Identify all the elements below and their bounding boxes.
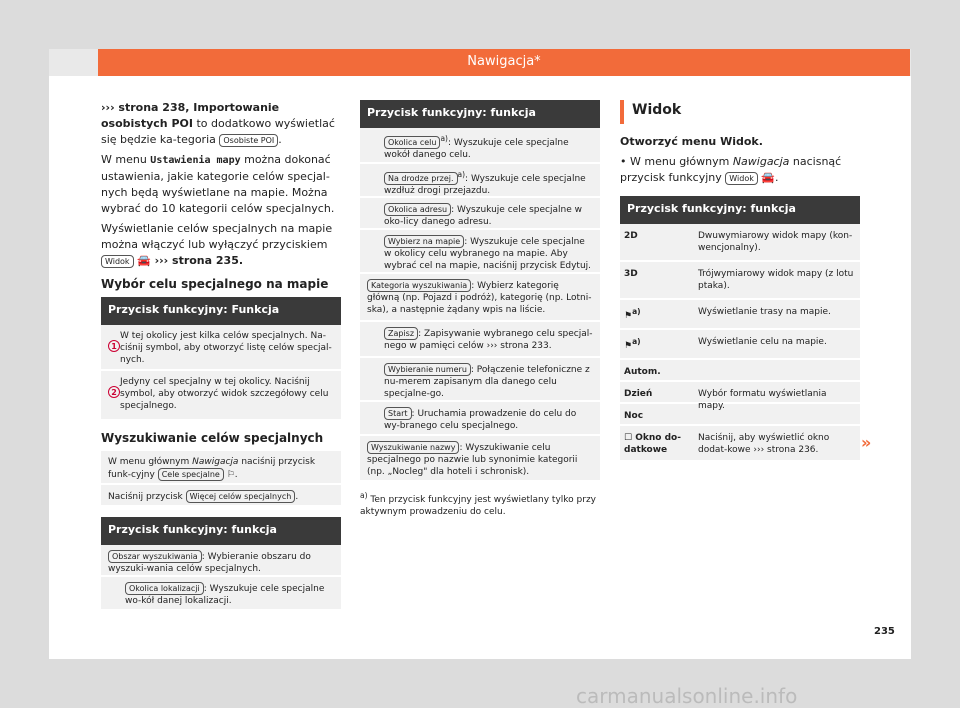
table-row: Autom. [620,360,860,382]
table-row: 2D Dwuwymiarowy widok mapy (kon-wencjonalny). [620,224,860,262]
view-step: • W menu głównym Nawigacja nacisnąć przycisk funkcyjny Widok 🚘. [620,155,842,184]
car-icon: 🚘 [137,254,151,267]
key-view-2[interactable]: Widok [725,172,758,185]
view-heading: Otworzyć menu Widok. [620,135,763,148]
page-header [98,49,910,76]
table-row: ⚑$^{a)}$ Wyświetlanie trasy na mapie. [620,300,860,330]
table-row: Okolica lokalizacji : Wyszukuje cele specjalne wo-kół danej lokalizacji. [101,577,341,611]
key-poi[interactable]: Cele specjalne [158,468,224,481]
key-location-area[interactable]: Okolica lokalizacji [125,582,204,595]
header-title: Nawigacja* [467,54,541,69]
column-1 [101,100,341,611]
car-icon: 🚘 [761,171,776,184]
paragraph-3: Wyświetlanie celów specjalnych na mapie można włączyć lub wyłączyć przyciskiem Widok 🚘 ››› strona 235. [101,222,333,267]
section-title-poi-search: Wyszukiwanie celów specjalnych [101,431,324,445]
footnote: $^{a)}$ Ten przycisk funkcyjny jest wyświetlany tylko przy aktywnym prowadzeniu do celu. [360,491,596,517]
key-personal-poi[interactable]: Osobiste POI [219,134,278,147]
table-row: 3D Trójwymiarowy widok mapy (z lotu ptaka). [620,262,860,300]
table-row: Obszar wyszukiwania : Wybieranie obszaru do wyszuki-wania celów specjalnych. [101,545,341,577]
section-title-view: Widok [620,100,860,124]
table-row: ⚑$^{a)}$ Wyświetlanie celu na mapie. [620,330,860,360]
destination-icon: ⚑ [624,341,633,351]
table4-head: Przycisk funkcyjny: funkcja [620,196,860,224]
column-3 [620,100,860,462]
table-row: Zapisz : Zapisywanie wybranego celu specjal-nego w pamięci celów ››› strona 233. [360,322,600,358]
table-row: Noc [620,404,860,426]
table2-head: Przycisk funkcyjny: funkcja [101,517,341,545]
poi-icon: ⚐ [226,470,235,480]
table1-head: Przycisk funkcyjny: Funkcja [101,297,341,325]
section-title-poi-map: Wybór celu specjalnego na mapie [101,277,329,291]
page-number: 235 [874,626,895,637]
table-row: Na drodze przej. $^{a)}$: Wyszukuje cele specjalne wzdłuż drogi przejazdu. [360,164,600,198]
table-row: 2 Jedyny cel specjalny w tej okolicy. Naciśnij symbol, aby otworzyć widok szczegółowy celu specjalnego. [101,371,341,421]
table-row: ☐ Okno do-datkowe Naciśnij, aby wyświetlić okno dodat-kowe ››› strona 236. [620,426,860,462]
marker-1-icon: 1 [108,340,120,352]
table-row: Dzień Wybór formatu wyświetlania mapy. [620,382,860,404]
paragraph-1: ››› strona 238, Importowanie osobistych POI to dodatkowo wyświetlać się będzie ka-tegoria Osobiste POI . [101,101,335,146]
table3-head: Przycisk funkcyjny: funkcja [360,100,600,128]
table-row: Start : Uruchamia prowadzenie do celu do wy-branego celu specjalnego. [360,402,600,436]
table-row: Wyszukiwanie nazwy : Wyszukiwanie celu specjalnego po nazwie lub synonimie kategorii (np. „Nocleg" dla hoteli i schronisk). [360,436,600,482]
key-more-poi[interactable]: Więcej celów specjalnych [186,490,296,503]
watermark: carmanualsonline.info [576,684,798,708]
paragraph-2: W menu Ustawienia mapy można dokonać ustawienia, jakie kategorie celów specjal-nych będą wyświetlane na mapie. Można wybrać do 10 kategorii celów specjalnych. [101,153,335,215]
checkbox-icon: ☐ [624,433,633,443]
marker-2-icon: 2 [108,386,120,398]
table-row: 1 W tej okolicy jest kilka celów specjalnych. Na-ciśnij symbol, aby otworzyć listę celów specjal-nych. [101,325,341,371]
route-icon: ⚑ [624,311,633,321]
key-view[interactable]: Widok [101,255,134,268]
step-row: Naciśnij przycisk Więcej celów specjalnych . [101,485,341,507]
table-row: Kategoria wyszukiwania : Wybierz kategorię główną (np. Pojazd i podróż), kategorię (np. Lotni-ska), a następnie żądany wpis na liście. [360,274,600,322]
column-2 [360,100,600,518]
key-search-area[interactable]: Obszar wyszukiwania [108,550,202,563]
continue-chevron-icon: » [861,433,872,452]
table-row: Wybieranie numeru : Połączenie telefoniczne z nu-merem zapisanym dla danego celu specjalne-go. [360,358,600,402]
table-row: Wybierz na mapie : Wyszukuje cele specjalne w okolicy celu wybranego na mapie. Aby wybrać cel na mapie, naciśnij przycisk Edytuj. [360,230,600,274]
table-row: Okolica celu $^{a)}$: Wyszukuje cele specjalne wokół danego celu. [360,128,600,164]
table-row: Okolica adresu : Wyszukuje cele specjalne w oko-licy danego adresu. [360,198,600,230]
step-row: W menu głównym Nawigacja naciśnij przycisk funk-cyjny Cele specjalne ⚐. [101,451,341,485]
